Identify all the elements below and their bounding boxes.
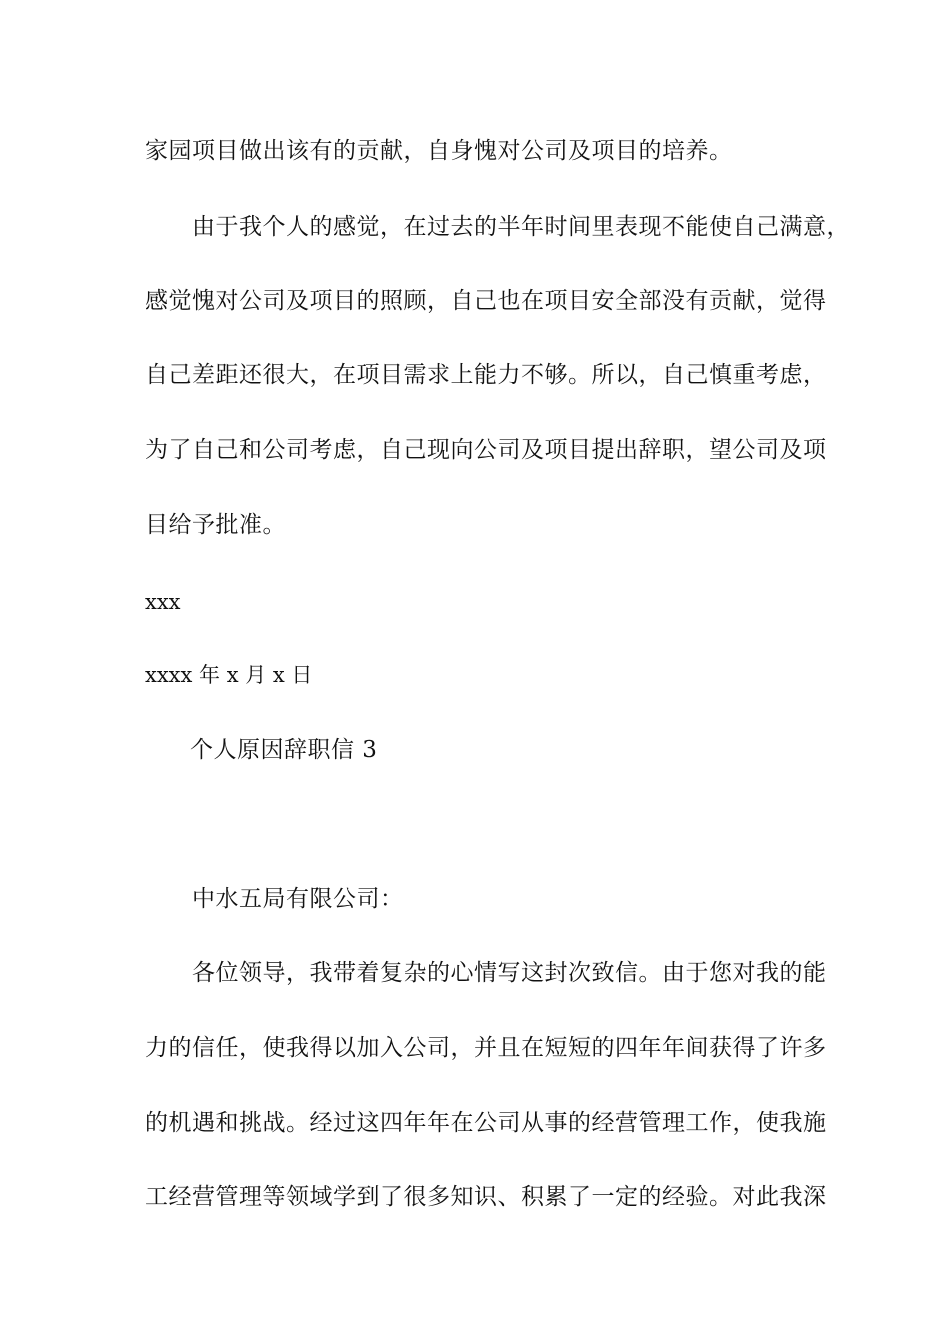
- section-heading: 个人原因辞职信 3: [190, 737, 378, 763]
- paragraph-line: 目给予批准。: [145, 512, 286, 538]
- letter-salutation: 中水五局有限公司：: [192, 886, 404, 912]
- paragraph-line: 工经营管理等领域学到了很多知识、积累了一定的经验。对此我深: [145, 1184, 827, 1210]
- paragraph-line: 为了自己和公司考虑，自己现向公司及项目提出辞职，望公司及项: [145, 437, 827, 463]
- signature-date: xxxx 年 x 月 x 日: [145, 663, 313, 687]
- paragraph-line: 自己差距还很大，在项目需求上能力不够。所以，自己慎重考虑，: [145, 362, 827, 388]
- paragraph-line: 的机遇和挑战。经过这四年年在公司从事的经营管理工作，使我施: [145, 1110, 827, 1136]
- paragraph-line: 感觉愧对公司及项目的照顾，自己也在项目安全部没有贡献，觉得: [145, 288, 827, 314]
- paragraph-line: 各位领导，我带着复杂的心情写这封次致信。由于您对我的能: [192, 960, 827, 986]
- paragraph-line: 力的信任，使我得以加入公司，并且在短短的四年年间获得了许多: [145, 1035, 827, 1061]
- paragraph-line: 由于我个人的感觉，在过去的半年时间里表现不能使自己满意，: [192, 214, 850, 240]
- signature-name: xxx: [145, 590, 181, 614]
- paragraph-line: 家园项目做出该有的贡献，自身愧对公司及项目的培养。: [145, 138, 733, 164]
